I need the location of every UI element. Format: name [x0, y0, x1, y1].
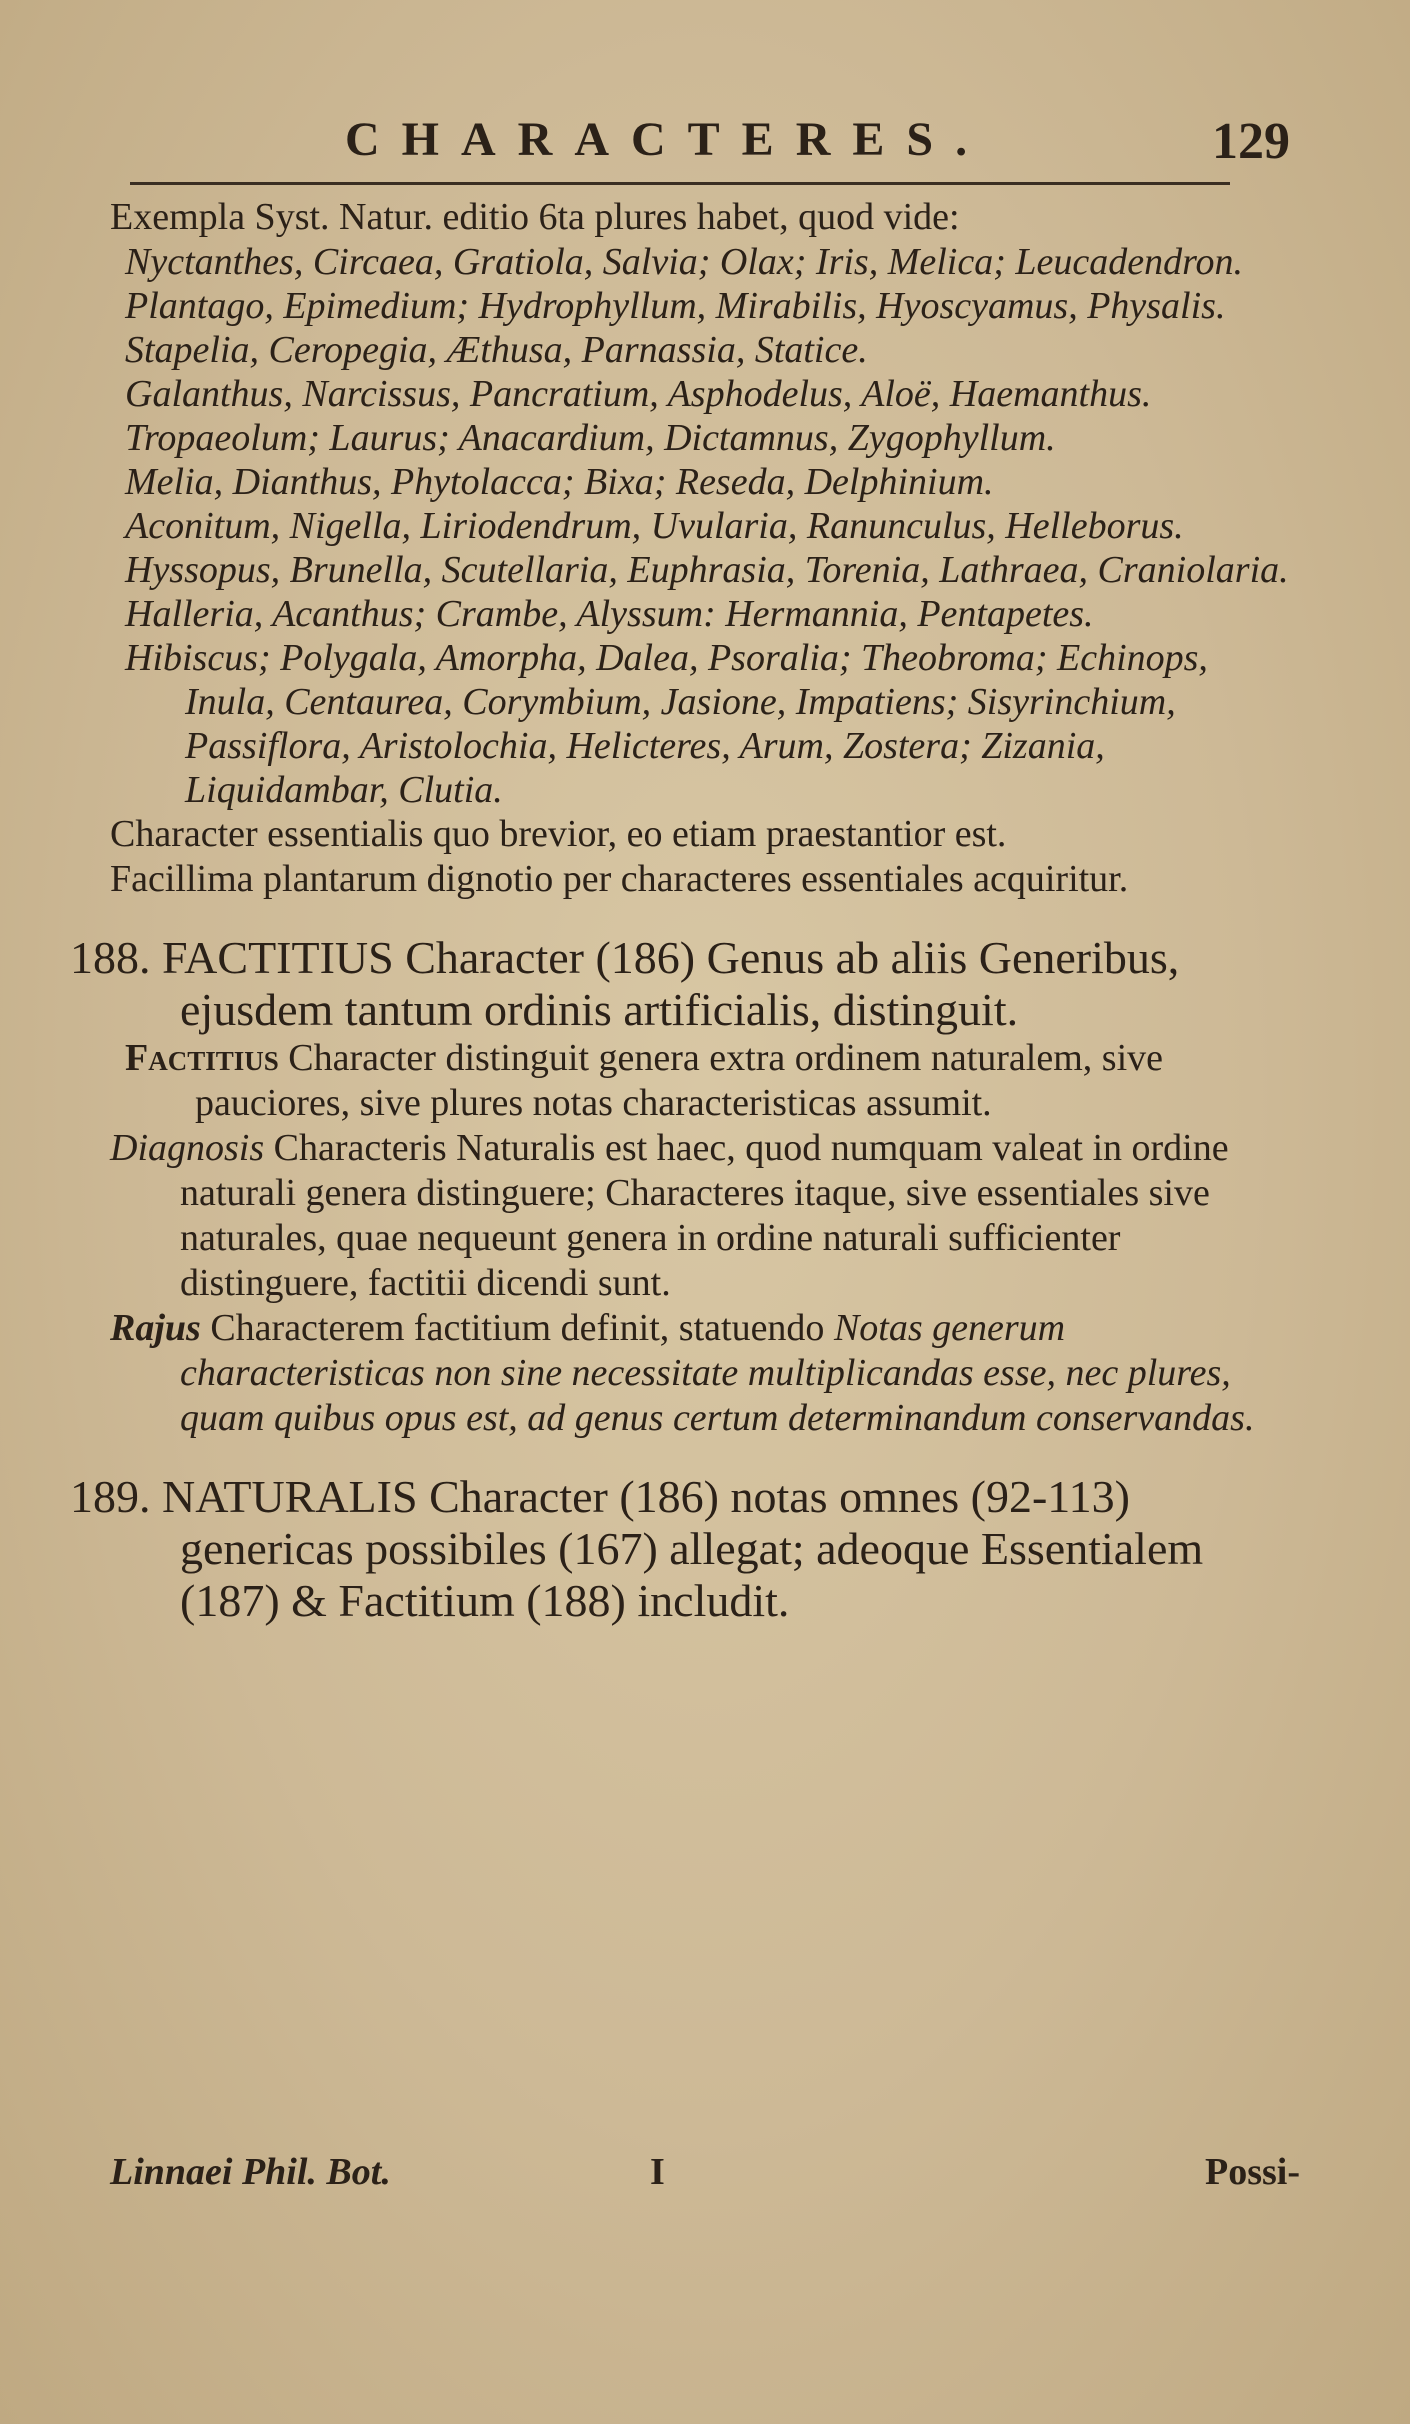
aphorism-188 — [70, 932, 1300, 1036]
aphorism-text: Character (186) Genus ab aliis Generibus, ejusdem tantum ordinis artificialis, distinguit. — [180, 932, 1180, 1035]
note-dignotio: Facillima plantarum dignotio per characteres essentiales acquiritur. — [110, 858, 1129, 900]
paragraph-lead: Diagnosis — [110, 1127, 265, 1169]
list-item: Halleria, Acanthus; Crambe, Alyssum: Hermannia, Pentapetes. — [125, 593, 1094, 635]
page-body — [70, 195, 1300, 1627]
signature-mark: I — [650, 2151, 665, 2193]
aphorism-lead: FACTITIUS — [162, 932, 394, 983]
genus-list — [125, 240, 1300, 812]
aphorism-189 — [70, 1471, 1300, 1627]
paragraph-text: Characteris Naturalis est haec, quod numquam valeat in ordine naturali genera distinguere; Characteres itaque, sive essentiales sive naturales, quae nequeunt genera in ordine naturali sufficienter distinguere, factitii dicendi sunt. — [180, 1127, 1229, 1304]
page-number: 129 — [1212, 113, 1290, 170]
diagnosis-paragraph — [110, 1126, 1300, 1306]
list-item: Melia, Dianthus, Phytolacca; Bixa; Reseda, Delphinium. — [125, 461, 994, 503]
catchword: Possi- — [1205, 2151, 1300, 2193]
paragraph-quote: Notas generum characteristicas non sine necessitate multiplicandas esse, nec plures, quam quibus opus est, ad genus certum determinandum conservandas. — [180, 1307, 1255, 1439]
list-item: Tropaeolum; Laurus; Anacardium, Dictamnus, Zygophyllum. — [125, 417, 1056, 459]
factitius-paragraph — [125, 1036, 1300, 1126]
running-title: CHARACTERES. — [345, 113, 990, 166]
note-essentialis: Character essentialis quo brevior, eo etiam praestantior est. — [110, 813, 1007, 855]
aphorism-number: 188. — [70, 932, 151, 983]
list-item: Nyctanthes, Circaea, Gratiola, Salvia; Olax; Iris, Melica; Leucadendron. — [125, 241, 1243, 283]
paragraph-text: Character distinguit genera extra ordinem naturalem, sive pauciores, sive plures notas characteristicas assumit. — [195, 1037, 1163, 1124]
paragraph-lead: Rajus — [110, 1307, 201, 1349]
list-item: Hibiscus; Polygala, Amorpha, Dalea, Psoralia; Theobroma; Echinops, Inula, Centaurea, Corymbium, Jasione, Impatiens; Sisyrinchium, Passiflora, Aristolochia, Helicteres, Arum, Zostera; Zizania, Liquidambar, Clutia. — [125, 637, 1208, 811]
header-rule — [130, 182, 1230, 185]
paragraph-lead: Factitius — [125, 1037, 279, 1079]
list-item: Hyssopus, Brunella, Scutellaria, Euphrasia, Torenia, Lathraea, Craniolaria. — [125, 549, 1289, 591]
list-item: Galanthus, Narcissus, Pancratium, Asphodelus, Aloë, Haemanthus. — [125, 373, 1152, 415]
footer-book-title: Linnaei Phil. Bot. — [110, 2151, 391, 2193]
page-footer — [110, 2150, 1300, 2210]
aphorism-number: 189. — [70, 1471, 151, 1522]
list-item: Stapelia, Ceropegia, Æthusa, Parnassia, Statice. — [125, 329, 868, 371]
list-item: Aconitum, Nigella, Liriodendrum, Uvularia, Ranunculus, Helleborus. — [125, 505, 1184, 547]
running-head — [0, 108, 1410, 188]
aphorism-lead: NATURALIS — [162, 1471, 418, 1522]
exempla-intro: Exempla Syst. Natur. editio 6ta plures habet, quod vide: — [110, 196, 960, 238]
paragraph-text: Characterem factitium definit, statuendo — [210, 1307, 825, 1349]
aphorism-text: Character (186) notas omnes (92-113) genericas possibiles (167) allegat; adeoque Essentialem (187) & Factitium (188) includit. — [180, 1471, 1204, 1626]
list-item: Plantago, Epimedium; Hydrophyllum, Mirabilis, Hyoscyamus, Physalis. — [125, 285, 1226, 327]
rajus-paragraph — [110, 1306, 1300, 1441]
